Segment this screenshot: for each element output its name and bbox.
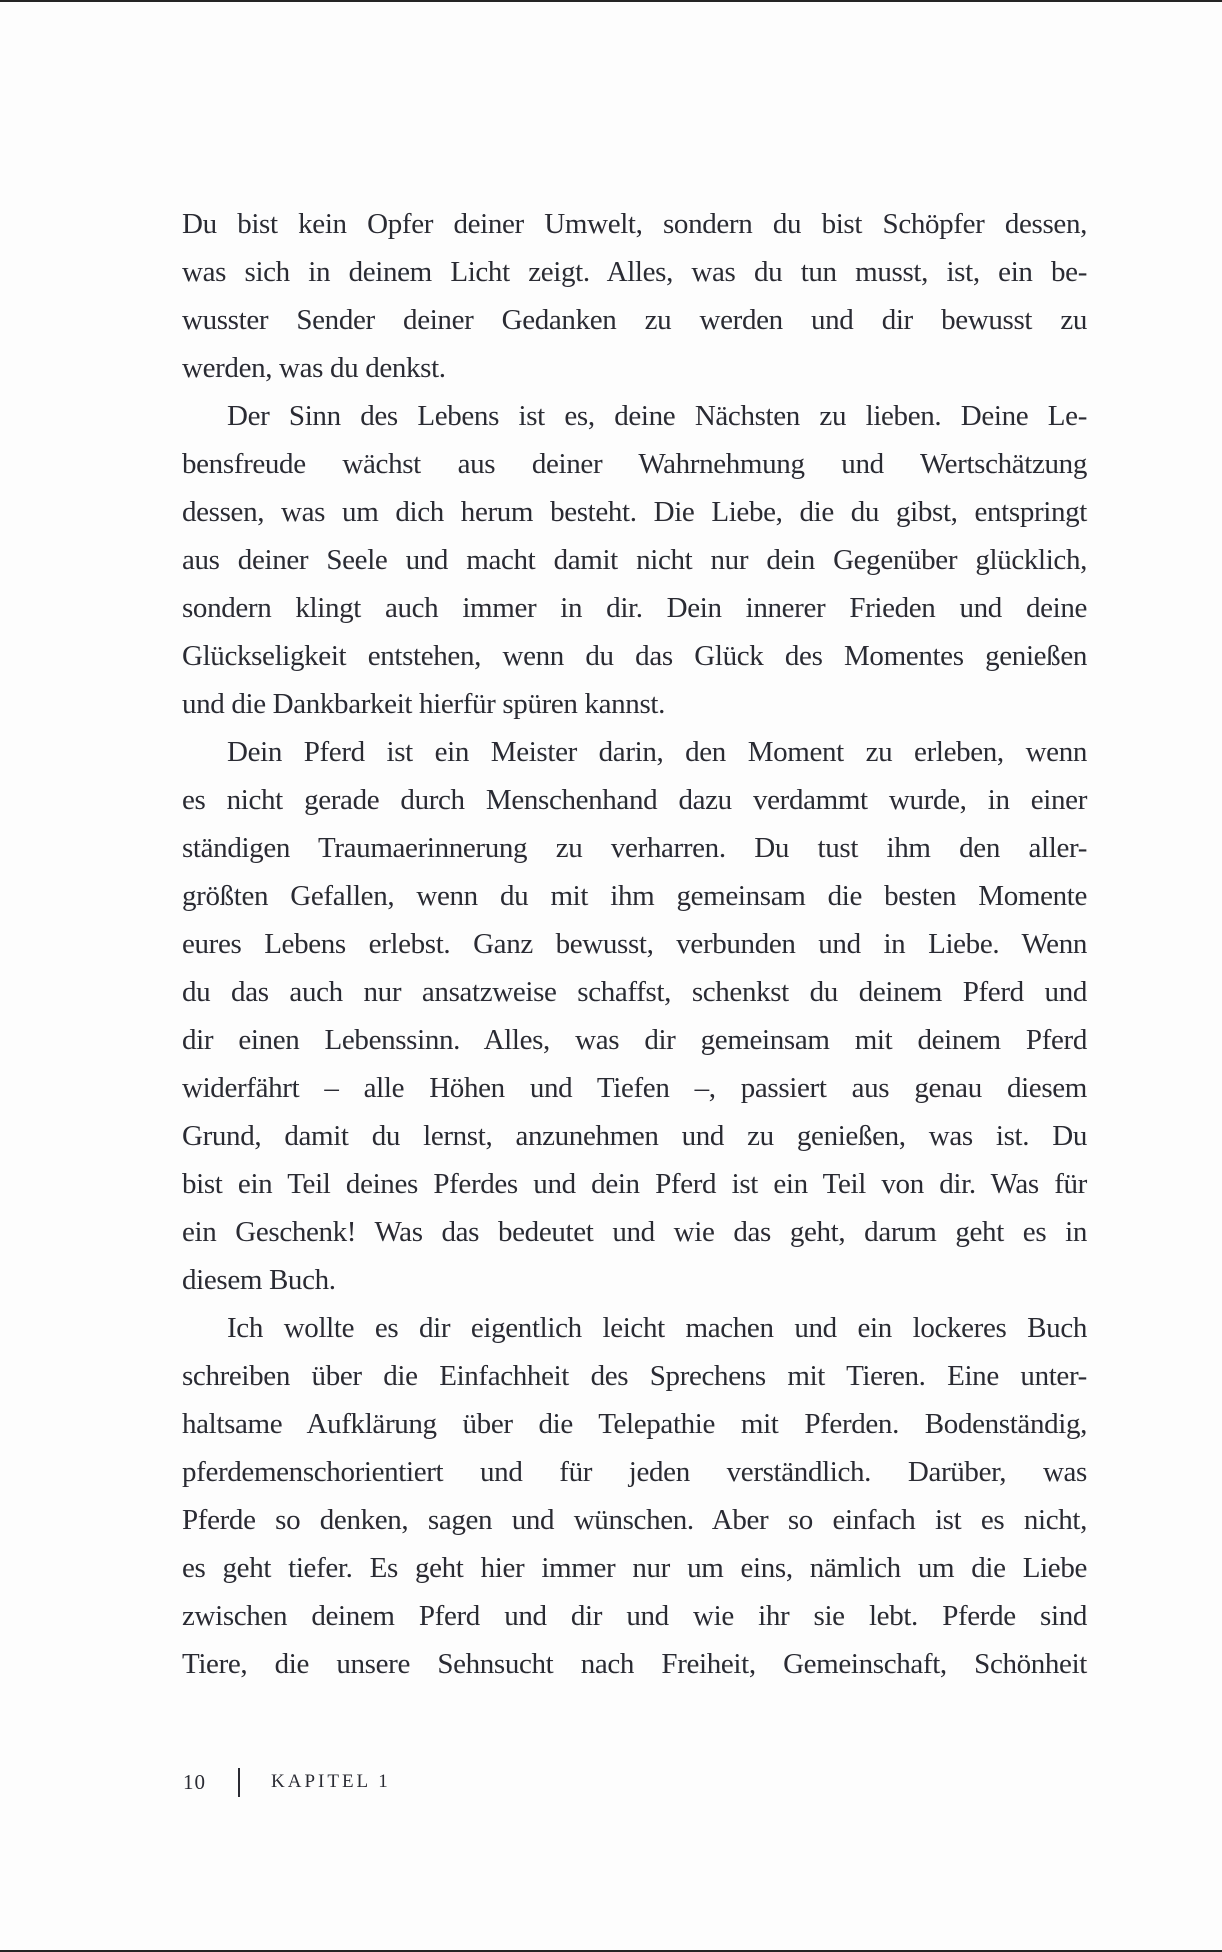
- body-text: [182, 200, 1087, 1688]
- text-line: was sich in deinem Licht zeigt. Alles, was du tun musst, ist, ein be-: [182, 256, 1087, 288]
- page-number: 10: [183, 1769, 206, 1794]
- text-line: größten Gefallen, wenn du mit ihm gemeinsam die besten Momente: [182, 880, 1087, 912]
- text-line: Der Sinn des Lebens ist es, deine Nächsten zu lieben. Deine Le-: [227, 400, 1087, 432]
- text-line: schreiben über die Einfachheit des Sprechens mit Tieren. Eine unter-: [182, 1360, 1087, 1392]
- chapter-label: KAPITEL 1: [271, 1771, 391, 1792]
- text-line: dessen, was um dich herum besteht. Die Liebe, die du gibst, entspringt: [182, 496, 1087, 528]
- paragraph-3: [182, 728, 1087, 1304]
- text-line: ein Geschenk! Was das bedeutet und wie das geht, darum geht es in: [182, 1216, 1087, 1248]
- paragraph-4: [182, 1304, 1087, 1688]
- text-line: eures Lebens erlebst. Ganz bewusst, verbunden und in Liebe. Wenn: [182, 928, 1087, 960]
- text-line: dir einen Lebenssinn. Alles, was dir gemeinsam mit deinem Pferd: [182, 1024, 1087, 1056]
- text-line: bensfreude wächst aus deiner Wahrnehmung und Wertschätzung: [182, 448, 1087, 480]
- text-line: werden, was du denkst.: [182, 352, 446, 384]
- text-line: Pferde so denken, sagen und wünschen. Aber so einfach ist es nicht,: [182, 1504, 1087, 1536]
- text-line: es geht tiefer. Es geht hier immer nur um eins, nämlich um die Liebe: [182, 1552, 1087, 1584]
- text-line: Ich wollte es dir eigentlich leicht machen und ein lockeres Buch: [227, 1312, 1087, 1344]
- page-top-edge: [0, 0, 1222, 2]
- text-line: wusster Sender deiner Gedanken zu werden und dir bewusst zu: [182, 304, 1087, 336]
- text-line: und die Dankbarkeit hierfür spüren kannst.: [182, 688, 665, 720]
- text-line: es nicht gerade durch Menschenhand dazu verdammt wurde, in einer: [182, 784, 1087, 816]
- text-line: Grund, damit du lernst, anzunehmen und zu genießen, was ist. Du: [182, 1120, 1087, 1152]
- paragraph-2: [182, 392, 1087, 728]
- text-line: bist ein Teil deines Pferdes und dein Pferd ist ein Teil von dir. Was für: [182, 1168, 1087, 1200]
- text-line: widerfährt – alle Höhen und Tiefen –, passiert aus genau diesem: [182, 1072, 1087, 1104]
- text-line: Glückseligkeit entstehen, wenn du das Glück des Momentes genießen: [182, 640, 1087, 672]
- page-footer: [183, 1766, 391, 1798]
- text-line: haltsame Aufklärung über die Telepathie mit Pferden. Bodenständig,: [182, 1408, 1087, 1440]
- text-line: zwischen deinem Pferd und dir und wie ihr sie lebt. Pferde sind: [182, 1600, 1087, 1632]
- text-line: sondern klingt auch immer in dir. Dein innerer Frieden und deine: [182, 592, 1087, 624]
- text-line: diesem Buch.: [182, 1264, 336, 1296]
- text-line: Du bist kein Opfer deiner Umwelt, sondern du bist Schöpfer dessen,: [182, 208, 1087, 240]
- paragraph-1: [182, 200, 1087, 392]
- text-line: Dein Pferd ist ein Meister darin, den Moment zu erleben, wenn: [227, 736, 1087, 768]
- footer-separator: [238, 1768, 240, 1797]
- text-line: aus deiner Seele und macht damit nicht nur dein Gegenüber glücklich,: [182, 544, 1087, 576]
- text-line: pferdemenschorientiert und für jeden verständlich. Darüber, was: [182, 1456, 1087, 1488]
- text-line: ständigen Traumaerinnerung zu verharren. Du tust ihm den aller-: [182, 832, 1087, 864]
- text-line: du das auch nur ansatzweise schaffst, schenkst du deinem Pferd und: [182, 976, 1087, 1008]
- text-line: Tiere, die unsere Sehnsucht nach Freiheit, Gemeinschaft, Schönheit: [182, 1648, 1087, 1680]
